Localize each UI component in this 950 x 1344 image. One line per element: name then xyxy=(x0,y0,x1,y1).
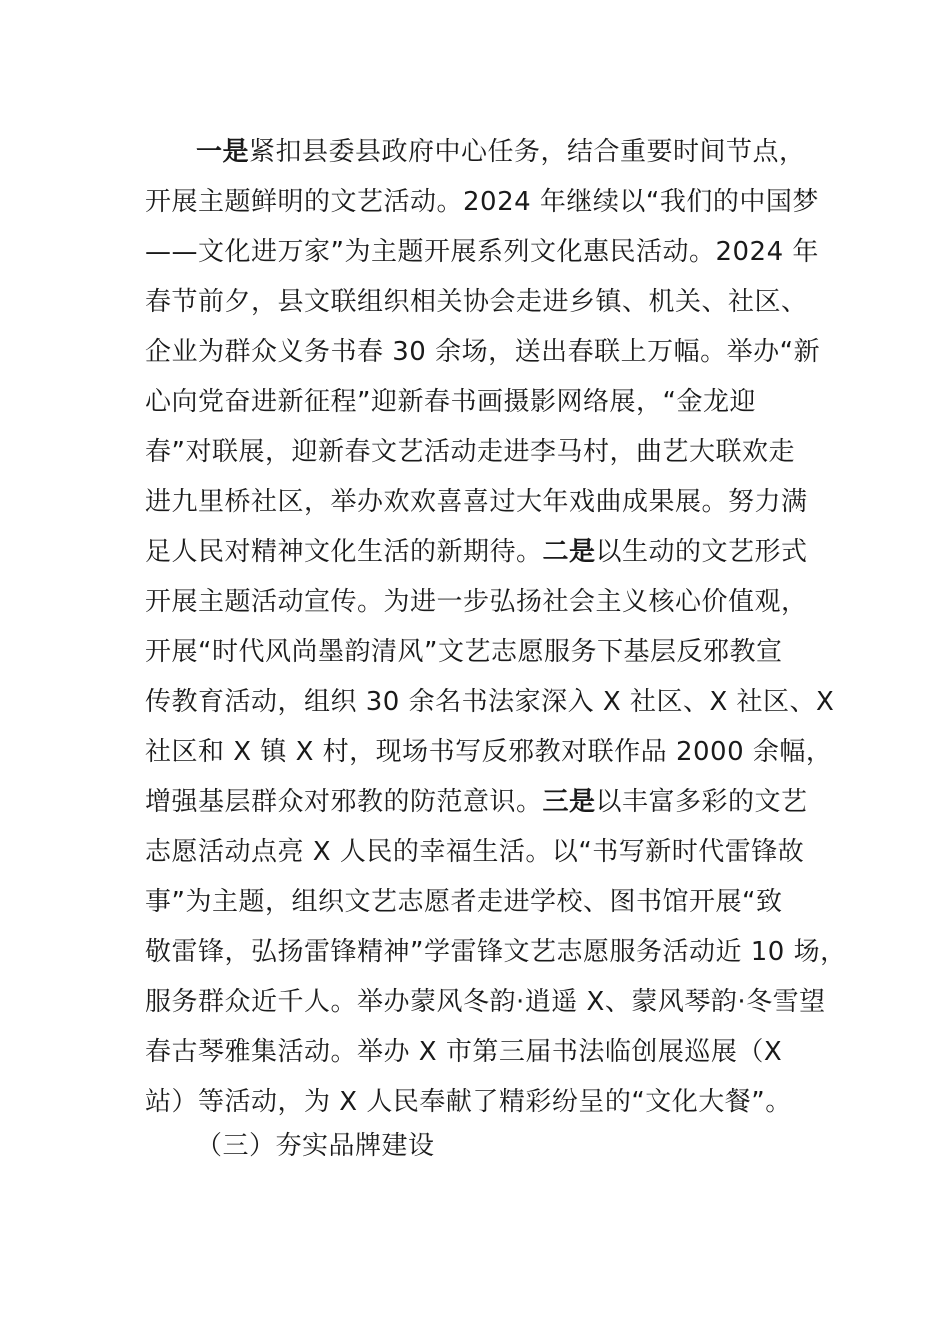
paragraph-line-4: 春节前夕，县文联组织相关协会走进乡镇、机关、社区、 xyxy=(145,287,808,317)
line-text-continued: 以丰富多彩的文艺 xyxy=(595,787,808,817)
paragraph-line-3: ——文化进万家”为主题开展系列文化惠民活动。2024 年 xyxy=(145,237,819,267)
paragraph-line-18: 服务群众近千人。举办蒙风冬韵·逍遥 X、蒙风琴韵·冬雪望 xyxy=(145,987,826,1017)
paragraph-line-13: 社区和 X 镇 X 村，现场书写反邪教对联作品 2000 余幅， xyxy=(145,737,833,767)
paragraph-line-7: 春”对联展，迎新春文艺活动走进李马村，曲艺大联欢走 xyxy=(145,437,795,467)
section-heading: （三）夯实品牌建设 xyxy=(196,1131,435,1161)
paragraph-line-14 xyxy=(145,784,808,820)
line-text: 足人民对精神文化生活的新期待。 xyxy=(145,537,543,567)
line-text-continued: 以生动的文艺形式 xyxy=(595,537,808,567)
paragraph-line-5: 企业为群众义务书春 30 余场，送出春联上万幅。举办“新 xyxy=(145,337,821,367)
emphasis-second: 二是 xyxy=(542,537,596,567)
paragraph-line-17: 敬雷锋，弘扬雷锋精神”学雷锋文艺志愿服务活动近 10 场， xyxy=(145,937,847,967)
paragraph-line-9 xyxy=(145,534,808,570)
paragraph-line-6: 心向党奋进新征程”迎新春书画摄影网络展，“金龙迎 xyxy=(145,387,756,417)
line-text: 紧扣县委县政府中心任务，结合重要时间节点， xyxy=(249,137,806,167)
paragraph-line-16: 事”为主题，组织文艺志愿者走进学校、图书馆开展“致 xyxy=(145,887,783,917)
paragraph-line-8: 进九里桥社区，举办欢欢喜喜过大年戏曲成果展。努力满 xyxy=(145,487,808,517)
paragraph-line-20: 站）等活动，为 X 人民奉献了精彩纷呈的“文化大餐”。 xyxy=(145,1087,792,1117)
paragraph-line-2: 开展主题鲜明的文艺活动。2024 年继续以“我们的中国梦 xyxy=(145,187,819,217)
paragraph-line-11: 开展“时代风尚墨韵清风”文艺志愿服务下基层反邪教宣 xyxy=(145,637,783,667)
paragraph-line-15: 志愿活动点亮 X 人民的幸福生活。以“书写新时代雷锋故 xyxy=(145,837,805,867)
paragraph-line-19: 春古琴雅集活动。举办 X 市第三届书法临创展巡展（X xyxy=(145,1037,783,1067)
paragraph-line-10: 开展主题活动宣传。为进一步弘扬社会主义核心价值观， xyxy=(145,587,808,617)
emphasis-first: 一是 xyxy=(196,137,250,167)
paragraph-line-1 xyxy=(196,134,806,170)
emphasis-third: 三是 xyxy=(542,787,596,817)
paragraph-line-12: 传教育活动，组织 30 余名书法家深入 X 社区、X 社区、X xyxy=(145,687,835,717)
line-text: 增强基层群众对邪教的防范意识。 xyxy=(145,787,543,817)
